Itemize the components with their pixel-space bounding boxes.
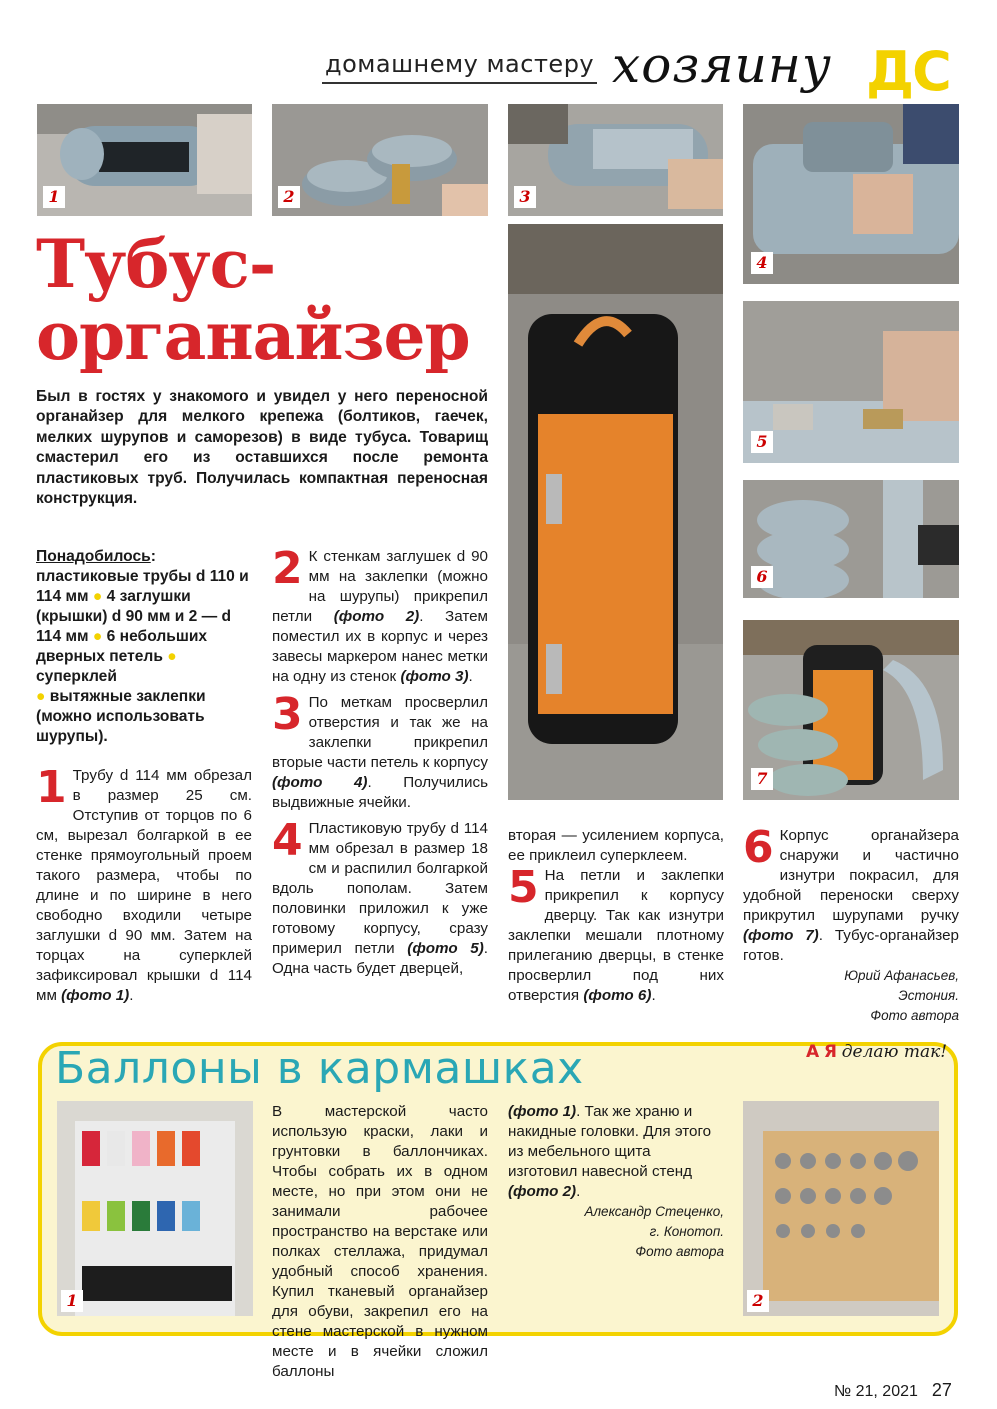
- rubric: домашнему мастеру: [325, 50, 595, 78]
- sidebar-text-col2-visible: [508, 1102, 724, 1262]
- step-number: 1: [36, 762, 67, 813]
- photo-ref: (фото 2): [508, 1183, 577, 1200]
- step-text: На петли и заклепки прикрепил к корпусу дверцу. Так как изнутри заклепки мешали плотному прилеганию дверцы, в стенке просверлил под них отверстия: [508, 867, 724, 1004]
- step-text: По меткам просверлил отверстия и так же на заклепки прикрепил вторые части петель к корпусу: [272, 694, 488, 771]
- photo-ref: (фото 5): [407, 940, 484, 957]
- bullet-icon: ●: [92, 588, 103, 605]
- bullet-icon: ●: [36, 688, 46, 705]
- step-4-continued: вторая — усилением корпуса, ее приклеил суперклеем.: [508, 827, 724, 864]
- step-6: [743, 822, 959, 966]
- materials-label: Понадобилось: [36, 548, 151, 565]
- photo-ref: (фото 6): [583, 987, 652, 1004]
- brand-logo: ДС: [866, 40, 950, 103]
- photo-4: [743, 104, 959, 284]
- column-2: [272, 543, 488, 979]
- step-text: .: [651, 987, 656, 1004]
- photo-credit: Фото автора: [635, 1244, 724, 1259]
- photo-number: 1: [61, 1290, 83, 1312]
- step-text: . Тубус-органайзер готов.: [743, 927, 959, 964]
- step-number: 5: [508, 862, 539, 913]
- author-place: Эстония.: [898, 988, 959, 1003]
- photo-ref: (фото 7): [743, 927, 819, 944]
- step-number: 3: [272, 689, 303, 740]
- tag-letter: Я: [823, 1042, 837, 1062]
- photo-number: 1: [43, 186, 65, 208]
- column-3: [508, 826, 724, 1006]
- article-title: [36, 225, 470, 375]
- issue-number: № 21, 2021: [834, 1383, 918, 1400]
- title-line: Тубус-: [36, 225, 276, 303]
- main-photo: [508, 224, 723, 800]
- photo-number: 6: [751, 566, 773, 588]
- step-text: Трубу d 114 мм обрезал в размер 25 см. Отступив от торцов по 6 см, вырезал болгаркой в ее стенке прямоугольный проем такого размера, чтобы по длине и по ширине в него свободно входили четыре заглушки d 90 мм. Затем на торцах на суперклей зафиксировал крышки d 114 мм: [36, 767, 252, 1004]
- sidebar-text-col1: В мастерской часто использую краски, лаки и грунтовки в баллончиках. Чтобы собрать их в одном месте, но при этом они не занимали рабочее пространство на верстаке или полках стеллажа, придумал удобный способ хранения. Купил тканевый органайзер для обуви, закрепил его на стене мастерской в нужном месте и в ячейки сложил баллоны: [272, 1103, 488, 1380]
- photo-number: 3: [514, 186, 536, 208]
- tag-letter: А: [806, 1042, 820, 1062]
- title-line: органайзер: [36, 297, 470, 375]
- step-text: . Одна часть будет дверцей,: [272, 940, 488, 977]
- sidebar-text: .: [576, 1183, 581, 1200]
- materials-item: 6 небольших дверных петель: [36, 628, 208, 665]
- photo-7: [743, 620, 959, 800]
- photo-6: [743, 480, 959, 598]
- step-text: Пластиковую трубу d 114 мм обрезал в размер 18 см и распилил болгаркой вдоль пополам. Затем половинки приложил к уже готовому корпусу, сразу примерил петли: [272, 820, 488, 957]
- photo-1: [37, 104, 252, 216]
- photo-number: 5: [751, 431, 773, 453]
- photo-3: [508, 104, 723, 216]
- author-name: Александр Стеценко,: [584, 1204, 724, 1219]
- photo-ref: (фото 4): [272, 774, 368, 791]
- step-4: [272, 815, 488, 979]
- photo-number: 2: [278, 186, 300, 208]
- photo-2: [272, 104, 488, 216]
- step-number: 6: [743, 822, 774, 873]
- photo-5: [743, 301, 959, 463]
- step-text: .: [468, 668, 473, 685]
- page-footer: [834, 1380, 952, 1401]
- step-text: К стенкам заглушек d 90 мм на заклепки (можно на шурупы) прикрепил петли: [272, 548, 488, 625]
- sidebar-photo-1: [57, 1101, 253, 1316]
- photo-number: 4: [751, 252, 773, 274]
- author-place: г. Конотоп.: [649, 1224, 724, 1239]
- step-number: 4: [272, 815, 303, 866]
- rubric-tag: [806, 1042, 947, 1062]
- photo-ref: (фото 2): [333, 608, 420, 625]
- materials-item: : пластиковые трубы d 110 и 114 мм: [36, 548, 249, 605]
- step-5: [508, 862, 724, 1006]
- column-4: [743, 822, 959, 1026]
- sidebar-title: Баллоны в кармашках: [55, 1043, 584, 1094]
- step-text: Корпус органайзера снаружи и частично изнутри покрасил, для удобной переноски сверху прикрутил шурупами ручку: [743, 827, 959, 924]
- author-name: Юрий Афанасьев,: [844, 968, 959, 983]
- section-title: хозяину: [612, 36, 832, 94]
- bullet-icon: ●: [167, 648, 177, 665]
- materials-list: [36, 547, 254, 747]
- page-number: 27: [931, 1380, 952, 1400]
- lead-paragraph: Был в гостях у знакомого и увидел у него переносной органайзер для мелкого крепежа (болтиков, гаечек, мелких шурупов и саморезов) в виде тубуса. Товарищ смастерил его из оставшихся после ремонта пластиковых труб. Получилась компактная переносная конструкция.: [36, 388, 488, 508]
- step-1: [36, 762, 252, 1006]
- step-text: . Затем поместил их в корпус и через завесы маркером нанес метки на одну из стенок: [272, 608, 488, 685]
- step-number: 2: [272, 543, 303, 594]
- tag-text: делаю так!: [841, 1042, 948, 1062]
- rubric-divider: [322, 82, 597, 84]
- photo-number: 2: [747, 1290, 769, 1312]
- step-2: [272, 543, 488, 687]
- materials-item: вытяжные заклепки (можно использовать шурупы).: [36, 688, 206, 745]
- photo-ref: (фото 1): [508, 1103, 577, 1120]
- step-text: .: [129, 987, 134, 1004]
- bullet-icon: ●: [92, 628, 103, 645]
- materials-item: суперклей: [36, 668, 117, 685]
- photo-credit: Фото автора: [870, 1008, 959, 1023]
- photo-ref: (фото 1): [61, 987, 130, 1004]
- photo-ref: (фото 3): [400, 668, 469, 685]
- materials-item: 4 заглушки (крышки) d 90 мм и 2 — d 114 мм: [36, 588, 232, 645]
- step-text: . Получились выдвижные ячейки.: [272, 774, 488, 811]
- sidebar-photo-2: [743, 1101, 939, 1316]
- step-3: [272, 689, 488, 813]
- photo-number: 7: [751, 768, 773, 790]
- sidebar-text: . Так же храню и накидные головки. Для этого из мебельного щита изготовил навесной стенд: [508, 1103, 712, 1180]
